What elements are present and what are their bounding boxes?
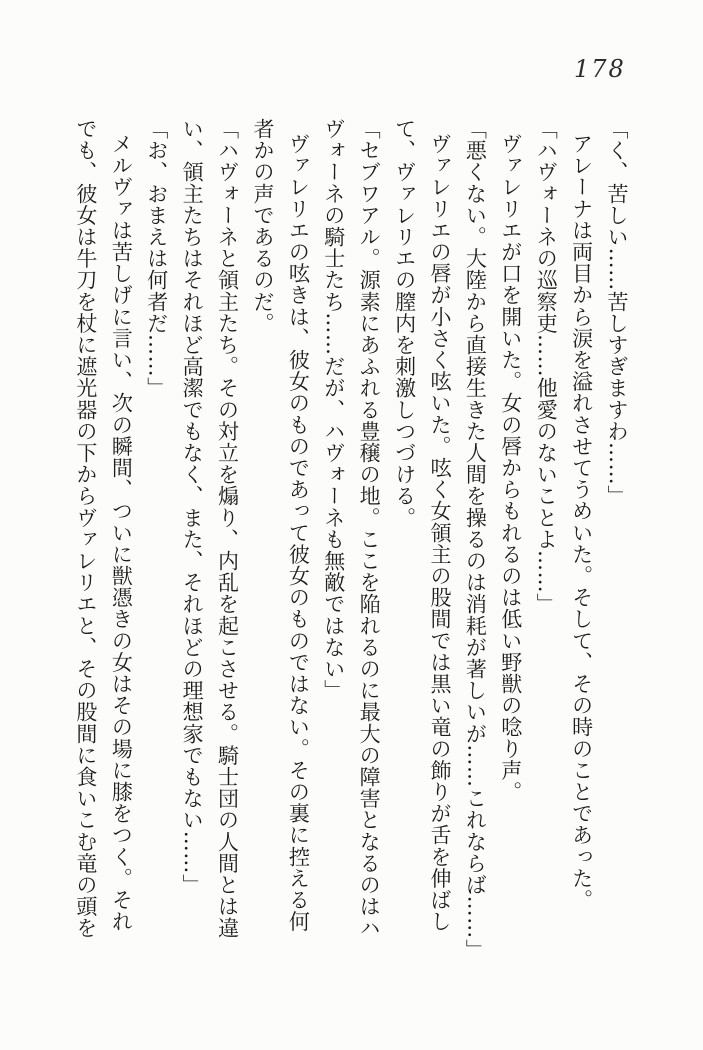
text-line: ヴァレリエの唇が小さく呟いた。呟く女領主の股間では黒い竜の飾りが舌を伸ばし [427, 133, 452, 933]
text-line: 「セブワアル。源素にあふれる豊穣の地。ここを陥れるのに最大の障害となるのはハ [357, 118, 382, 939]
text-line: ヴァレリエの呟きは、彼女のものであって彼女のものではない。その裏に控える何 [286, 133, 311, 933]
text-line: て、ヴァレリエの膣内を刺激しつづける。 [392, 118, 417, 529]
text-line: でも、彼女は牛刀を杖に遮光器の下からヴァレリエと、その股間に食いこむ竜の頭を [73, 118, 98, 939]
text-line: 「ハヴォーネと領主たち。その対立を煽り、内乱を起こさせる。騎士団の人間とは違 [215, 118, 240, 939]
text-line: ヴァレリエが口を開いた。女の唇からもれるのは低い野獣の唸り声。 [498, 133, 523, 803]
text-line: ヴォーネの騎士たち……だが、ハヴォーネも無敵ではない」 [321, 118, 346, 702]
text-line: 「く、苦しい……苦しすぎますわ……」 [605, 118, 629, 507]
text-line: 「悪くない。大陸から直接生きた人間を操るのは消耗が著しいが……これならば……」 [463, 118, 488, 961]
text-line: 「ハヴォーネの巡察吏……他愛のないことよ……」 [534, 118, 559, 615]
text-line: 者かの声であるのだ。 [250, 118, 275, 334]
page-text [68, 118, 635, 972]
text-line: 「お、おまえは何者だ……」 [144, 118, 169, 399]
text-line: アレーナは両目から涙を溢れさせてうめいた。そして、その時のことであった。 [569, 133, 594, 911]
text-line: メルヴァは苦しげに言い、次の瞬間、ついに獣憑きの女はその場に膝をつく。それ [109, 133, 134, 933]
page-number: 178 [574, 55, 626, 83]
text-line: い、領主たちはそれほど高潔でもなく、また、それほどの理想家でもない……」 [180, 118, 205, 896]
